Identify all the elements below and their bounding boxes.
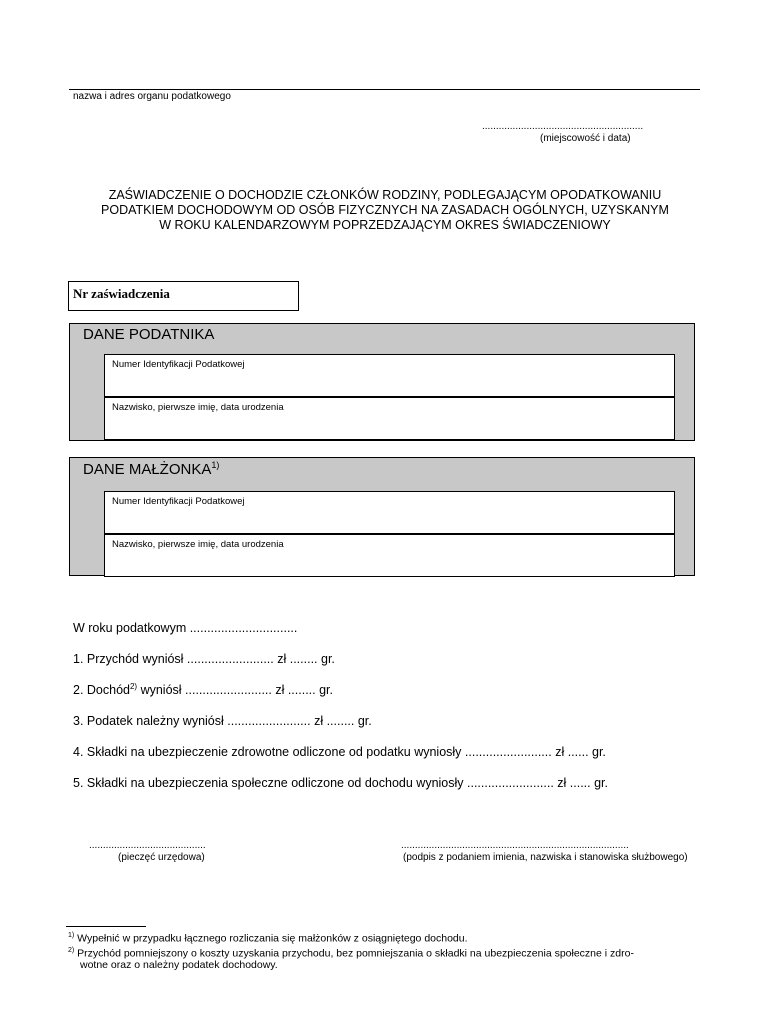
place-date-label: (miejscowość i data) — [540, 133, 631, 144]
signature-dots: .................................................................................. — [401, 840, 629, 851]
title-line-3: W ROKU KALENDARZOWYM POPRZEDZAJĄCYM OKRES ŚWIADCZENIOWY — [159, 218, 611, 232]
spouse-section-title — [83, 460, 219, 478]
footnote-1 — [68, 930, 718, 945]
title-line-2: PODATKIEM DOCHODOWYM OD OSÓB FIZYCZNYCH NA ZASADACH OGÓLNYCH, UZYSKANYM — [101, 203, 669, 217]
income-line — [73, 682, 333, 697]
taxpayer-name-field[interactable] — [104, 397, 675, 440]
taxpayer-section — [69, 323, 695, 441]
footnote-2-ref: 2) — [68, 946, 75, 954]
certificate-number-box[interactable] — [68, 281, 299, 311]
health-contrib-line: 4. Składki na ubezpieczenie zdrowotne odliczone od podatku wyniosły ......................... zł ...... gr. — [73, 745, 606, 759]
taxpayer-section-title: DANE PODATNIKA — [83, 326, 215, 343]
spouse-title-text: DANE MAŁŻONKA — [83, 461, 212, 478]
footnote-2-text-1: Przychód pomniejszony o koszty uzyskania przychodu, bez pomniejszania o składki na ubezpieczenia społeczne i zdro- — [77, 947, 634, 959]
certificate-number-label: Nr zaświadczenia — [73, 286, 170, 301]
spouse-section — [69, 457, 695, 576]
tax-due-line: 3. Podatek należny wyniósł ........................ zł ........ gr. — [73, 714, 372, 728]
income-line-end: wyniósł ......................... zł ........ gr. — [137, 683, 333, 698]
office-underline — [69, 89, 700, 90]
office-label: nazwa i adres organu podatkowego — [73, 91, 231, 102]
stamp-label: (pieczęć urzędowa) — [118, 852, 205, 863]
revenue-line: 1. Przychód wyniósł ......................... zł ........ gr. — [73, 652, 335, 666]
footnote-1-ref: 1) — [68, 932, 75, 939]
footnote-1-text: Wypełnić w przypadku łącznego rozliczania się małżonków z osiągniętego dochodu. — [77, 932, 468, 945]
title-line-1: ZAŚWIADCZENIE O DOCHODZIE CZŁONKÓW RODZINY, PODLEGAJĄCYM OPODATKOWANIU — [108, 188, 662, 202]
footnote-2-cont: wotne oraz o należny podatek dochodowy. — [80, 959, 278, 971]
signature-label: (podpis z podaniem imienia, nazwiska i stanowiska służbowego) — [403, 852, 688, 863]
taxpayer-nip-label: Numer Identyfikacji Podatkowej — [112, 359, 245, 370]
social-contrib-line: 5. Składki na ubezpieczenia społeczne odliczone od dochodu wyniosły ......................... zł ...... gr. — [73, 776, 609, 790]
place-date-dots: .......................................................... — [482, 121, 644, 132]
income-footnote-ref: 2) — [129, 682, 138, 691]
taxpayer-name-label: Nazwisko, pierwsze imię, data urodzenia — [112, 402, 284, 413]
document-title — [60, 188, 710, 233]
spouse-nip-field[interactable] — [104, 491, 675, 534]
stamp-dots: .......................................... — [89, 840, 206, 851]
footnotes — [68, 930, 718, 971]
income-line-start: 2. Dochód — [73, 683, 130, 698]
tax-year-line: W roku podatkowym ............................... — [73, 621, 298, 635]
footnote-rule — [66, 926, 146, 927]
taxpayer-nip-field[interactable] — [104, 354, 675, 397]
footnote-2 — [68, 945, 718, 960]
spouse-nip-label: Numer Identyfikacji Podatkowej — [112, 496, 245, 507]
spouse-name-label: Nazwisko, pierwsze imię, data urodzenia — [112, 539, 284, 550]
spouse-name-field[interactable] — [104, 534, 675, 577]
spouse-footnote-ref: 1) — [211, 460, 220, 470]
